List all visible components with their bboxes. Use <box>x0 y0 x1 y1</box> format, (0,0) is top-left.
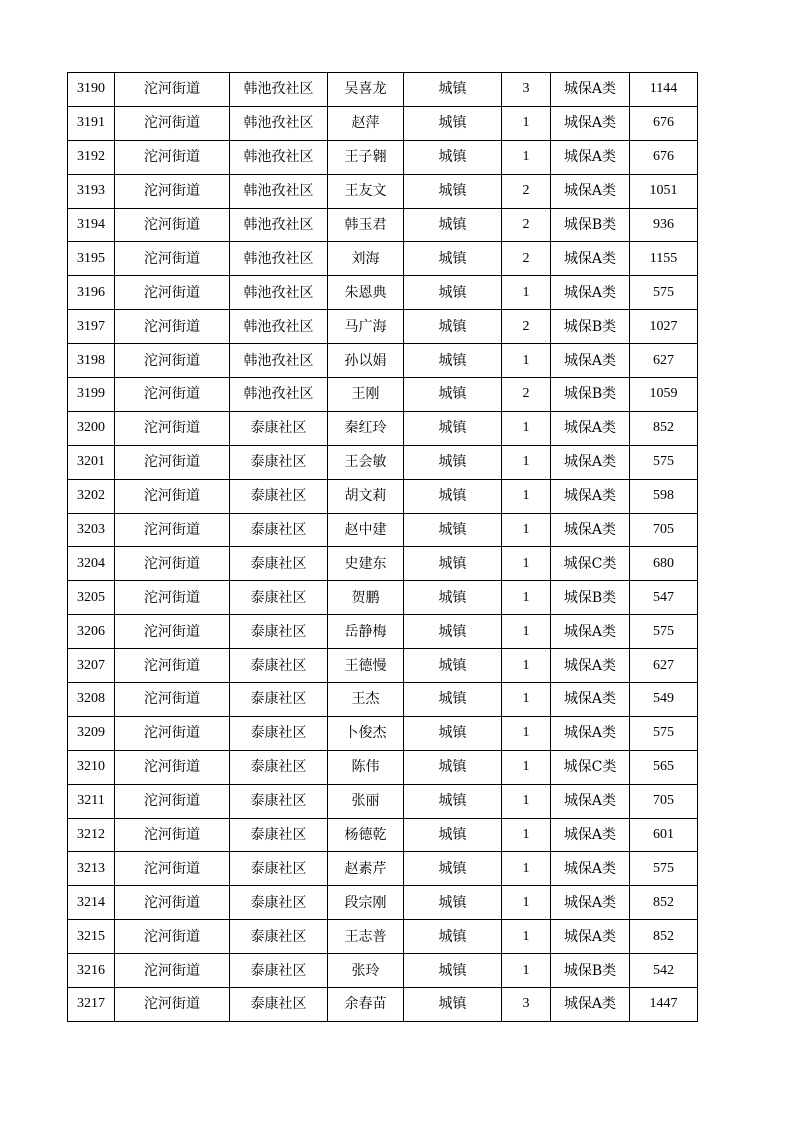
cell-amount: 852 <box>630 886 698 920</box>
cell-community: 韩池孜社区 <box>230 73 328 107</box>
cell-amount: 1059 <box>630 378 698 412</box>
cell-amount: 598 <box>630 479 698 513</box>
cell-community: 泰康社区 <box>230 649 328 683</box>
cell-name: 孙以娟 <box>328 344 404 378</box>
cell-amount: 705 <box>630 784 698 818</box>
cell-id: 3192 <box>68 140 115 174</box>
cell-area: 城镇 <box>404 649 502 683</box>
cell-count: 1 <box>502 479 551 513</box>
table-row <box>68 716 698 750</box>
cell-category: 城保A类 <box>551 344 630 378</box>
cell-id: 3191 <box>68 106 115 140</box>
cell-count: 3 <box>502 988 551 1022</box>
cell-amount: 575 <box>630 615 698 649</box>
cell-amount: 1447 <box>630 988 698 1022</box>
cell-street: 沱河街道 <box>115 479 230 513</box>
cell-area: 城镇 <box>404 547 502 581</box>
cell-amount: 676 <box>630 140 698 174</box>
cell-area: 城镇 <box>404 378 502 412</box>
cell-street: 沱河街道 <box>115 784 230 818</box>
cell-count: 1 <box>502 513 551 547</box>
cell-street: 沱河街道 <box>115 513 230 547</box>
cell-area: 城镇 <box>404 920 502 954</box>
cell-id: 3200 <box>68 411 115 445</box>
cell-count: 1 <box>502 649 551 683</box>
cell-amount: 1155 <box>630 242 698 276</box>
cell-count: 1 <box>502 106 551 140</box>
cell-category: 城保A类 <box>551 445 630 479</box>
cell-id: 3216 <box>68 954 115 988</box>
cell-category: 城保B类 <box>551 378 630 412</box>
table-row <box>68 852 698 886</box>
cell-area: 城镇 <box>404 581 502 615</box>
cell-id: 3193 <box>68 174 115 208</box>
cell-category: 城保C类 <box>551 547 630 581</box>
cell-street: 沱河街道 <box>115 276 230 310</box>
cell-community: 泰康社区 <box>230 411 328 445</box>
cell-id: 3195 <box>68 242 115 276</box>
cell-id: 3213 <box>68 852 115 886</box>
cell-amount: 852 <box>630 411 698 445</box>
roster-table <box>67 72 698 1022</box>
cell-category: 城保C类 <box>551 750 630 784</box>
cell-street: 沱河街道 <box>115 73 230 107</box>
cell-street: 沱河街道 <box>115 106 230 140</box>
cell-category: 城保A类 <box>551 683 630 717</box>
cell-community: 泰康社区 <box>230 784 328 818</box>
table-row <box>68 750 698 784</box>
cell-category: 城保A类 <box>551 411 630 445</box>
cell-name: 赵素芹 <box>328 852 404 886</box>
cell-name: 王德慢 <box>328 649 404 683</box>
cell-name: 贺鹏 <box>328 581 404 615</box>
cell-id: 3196 <box>68 276 115 310</box>
cell-community: 韩池孜社区 <box>230 174 328 208</box>
cell-id: 3203 <box>68 513 115 547</box>
cell-community: 泰康社区 <box>230 852 328 886</box>
cell-area: 城镇 <box>404 750 502 784</box>
cell-community: 泰康社区 <box>230 513 328 547</box>
cell-id: 3210 <box>68 750 115 784</box>
cell-amount: 1027 <box>630 310 698 344</box>
cell-street: 沱河街道 <box>115 378 230 412</box>
cell-count: 2 <box>502 174 551 208</box>
cell-street: 沱河街道 <box>115 310 230 344</box>
table-row <box>68 106 698 140</box>
cell-id: 3212 <box>68 818 115 852</box>
table-row <box>68 920 698 954</box>
cell-community: 韩池孜社区 <box>230 378 328 412</box>
cell-count: 1 <box>502 445 551 479</box>
cell-community: 韩池孜社区 <box>230 310 328 344</box>
cell-area: 城镇 <box>404 852 502 886</box>
cell-category: 城保A类 <box>551 479 630 513</box>
cell-count: 1 <box>502 784 551 818</box>
table-row <box>68 954 698 988</box>
cell-name: 杨德乾 <box>328 818 404 852</box>
cell-community: 泰康社区 <box>230 818 328 852</box>
cell-area: 城镇 <box>404 988 502 1022</box>
cell-community: 泰康社区 <box>230 716 328 750</box>
cell-street: 沱河街道 <box>115 954 230 988</box>
cell-community: 韩池孜社区 <box>230 208 328 242</box>
cell-category: 城保A类 <box>551 649 630 683</box>
cell-street: 沱河街道 <box>115 886 230 920</box>
cell-amount: 547 <box>630 581 698 615</box>
cell-amount: 627 <box>630 344 698 378</box>
cell-amount: 676 <box>630 106 698 140</box>
cell-count: 1 <box>502 140 551 174</box>
cell-category: 城保A类 <box>551 886 630 920</box>
cell-community: 韩池孜社区 <box>230 276 328 310</box>
cell-name: 赵中建 <box>328 513 404 547</box>
cell-name: 张丽 <box>328 784 404 818</box>
table-row <box>68 649 698 683</box>
cell-count: 3 <box>502 73 551 107</box>
table-row <box>68 479 698 513</box>
cell-community: 泰康社区 <box>230 954 328 988</box>
cell-name: 王志普 <box>328 920 404 954</box>
cell-community: 泰康社区 <box>230 886 328 920</box>
cell-street: 沱河街道 <box>115 208 230 242</box>
cell-area: 城镇 <box>404 73 502 107</box>
table-row <box>68 140 698 174</box>
cell-community: 泰康社区 <box>230 581 328 615</box>
cell-name: 岳静梅 <box>328 615 404 649</box>
cell-area: 城镇 <box>404 615 502 649</box>
cell-street: 沱河街道 <box>115 581 230 615</box>
cell-area: 城镇 <box>404 140 502 174</box>
cell-id: 3209 <box>68 716 115 750</box>
cell-category: 城保A类 <box>551 106 630 140</box>
cell-area: 城镇 <box>404 818 502 852</box>
cell-area: 城镇 <box>404 242 502 276</box>
cell-area: 城镇 <box>404 886 502 920</box>
cell-street: 沱河街道 <box>115 547 230 581</box>
cell-amount: 680 <box>630 547 698 581</box>
cell-name: 马广海 <box>328 310 404 344</box>
cell-id: 3204 <box>68 547 115 581</box>
cell-area: 城镇 <box>404 310 502 344</box>
table-row <box>68 208 698 242</box>
cell-area: 城镇 <box>404 411 502 445</box>
cell-count: 2 <box>502 310 551 344</box>
cell-name: 陈伟 <box>328 750 404 784</box>
cell-category: 城保B类 <box>551 954 630 988</box>
cell-street: 沱河街道 <box>115 344 230 378</box>
cell-id: 3199 <box>68 378 115 412</box>
cell-category: 城保A类 <box>551 73 630 107</box>
cell-category: 城保A类 <box>551 818 630 852</box>
cell-name: 王会敏 <box>328 445 404 479</box>
cell-category: 城保A类 <box>551 988 630 1022</box>
cell-area: 城镇 <box>404 683 502 717</box>
cell-area: 城镇 <box>404 276 502 310</box>
cell-amount: 575 <box>630 716 698 750</box>
cell-amount: 705 <box>630 513 698 547</box>
cell-community: 韩池孜社区 <box>230 140 328 174</box>
cell-community: 泰康社区 <box>230 920 328 954</box>
cell-count: 1 <box>502 615 551 649</box>
cell-street: 沱河街道 <box>115 242 230 276</box>
cell-street: 沱河街道 <box>115 920 230 954</box>
cell-id: 3208 <box>68 683 115 717</box>
cell-id: 3197 <box>68 310 115 344</box>
cell-community: 韩池孜社区 <box>230 106 328 140</box>
cell-category: 城保A类 <box>551 174 630 208</box>
cell-street: 沱河街道 <box>115 411 230 445</box>
cell-street: 沱河街道 <box>115 649 230 683</box>
cell-id: 3215 <box>68 920 115 954</box>
cell-id: 3201 <box>68 445 115 479</box>
cell-street: 沱河街道 <box>115 988 230 1022</box>
table-row <box>68 581 698 615</box>
table-row <box>68 276 698 310</box>
cell-id: 3207 <box>68 649 115 683</box>
cell-name: 卜俊杰 <box>328 716 404 750</box>
cell-name: 张玲 <box>328 954 404 988</box>
cell-id: 3194 <box>68 208 115 242</box>
cell-category: 城保A类 <box>551 615 630 649</box>
table-row <box>68 513 698 547</box>
cell-area: 城镇 <box>404 954 502 988</box>
cell-area: 城镇 <box>404 784 502 818</box>
cell-count: 1 <box>502 852 551 886</box>
cell-community: 泰康社区 <box>230 988 328 1022</box>
cell-area: 城镇 <box>404 479 502 513</box>
table-row <box>68 818 698 852</box>
cell-category: 城保A类 <box>551 513 630 547</box>
cell-count: 1 <box>502 276 551 310</box>
table-row <box>68 683 698 717</box>
cell-name: 吴喜龙 <box>328 73 404 107</box>
cell-amount: 575 <box>630 445 698 479</box>
table-row <box>68 73 698 107</box>
cell-count: 1 <box>502 818 551 852</box>
table-row <box>68 784 698 818</box>
cell-amount: 575 <box>630 276 698 310</box>
table-row <box>68 174 698 208</box>
cell-category: 城保A类 <box>551 852 630 886</box>
cell-community: 泰康社区 <box>230 683 328 717</box>
cell-street: 沱河街道 <box>115 852 230 886</box>
table-row <box>68 344 698 378</box>
cell-name: 王刚 <box>328 378 404 412</box>
cell-name: 王子翱 <box>328 140 404 174</box>
cell-amount: 936 <box>630 208 698 242</box>
cell-street: 沱河街道 <box>115 716 230 750</box>
cell-amount: 1051 <box>630 174 698 208</box>
cell-street: 沱河街道 <box>115 818 230 852</box>
cell-count: 2 <box>502 208 551 242</box>
cell-id: 3205 <box>68 581 115 615</box>
cell-count: 1 <box>502 683 551 717</box>
cell-area: 城镇 <box>404 445 502 479</box>
table-row <box>68 547 698 581</box>
cell-name: 刘海 <box>328 242 404 276</box>
cell-amount: 852 <box>630 920 698 954</box>
cell-name: 王友文 <box>328 174 404 208</box>
cell-amount: 565 <box>630 750 698 784</box>
cell-street: 沱河街道 <box>115 140 230 174</box>
cell-street: 沱河街道 <box>115 683 230 717</box>
cell-name: 胡文莉 <box>328 479 404 513</box>
cell-name: 王杰 <box>328 683 404 717</box>
table-row <box>68 378 698 412</box>
cell-count: 2 <box>502 378 551 412</box>
cell-amount: 627 <box>630 649 698 683</box>
cell-area: 城镇 <box>404 208 502 242</box>
cell-count: 1 <box>502 920 551 954</box>
cell-name: 史建东 <box>328 547 404 581</box>
table-row <box>68 310 698 344</box>
cell-area: 城镇 <box>404 344 502 378</box>
cell-community: 泰康社区 <box>230 445 328 479</box>
cell-count: 2 <box>502 242 551 276</box>
cell-community: 韩池孜社区 <box>230 242 328 276</box>
cell-name: 朱恩典 <box>328 276 404 310</box>
cell-category: 城保B类 <box>551 208 630 242</box>
cell-amount: 601 <box>630 818 698 852</box>
cell-name: 段宗刚 <box>328 886 404 920</box>
cell-community: 泰康社区 <box>230 750 328 784</box>
cell-category: 城保B类 <box>551 581 630 615</box>
cell-category: 城保A类 <box>551 920 630 954</box>
cell-street: 沱河街道 <box>115 615 230 649</box>
cell-count: 1 <box>502 716 551 750</box>
cell-amount: 1144 <box>630 73 698 107</box>
cell-area: 城镇 <box>404 174 502 208</box>
cell-community: 泰康社区 <box>230 615 328 649</box>
cell-count: 1 <box>502 886 551 920</box>
cell-amount: 575 <box>630 852 698 886</box>
cell-id: 3202 <box>68 479 115 513</box>
table-row <box>68 886 698 920</box>
cell-id: 3206 <box>68 615 115 649</box>
cell-community: 韩池孜社区 <box>230 344 328 378</box>
cell-count: 1 <box>502 547 551 581</box>
roster-body <box>68 73 698 1022</box>
table-row <box>68 988 698 1022</box>
cell-category: 城保A类 <box>551 784 630 818</box>
cell-amount: 549 <box>630 683 698 717</box>
cell-category: 城保A类 <box>551 242 630 276</box>
table-row <box>68 615 698 649</box>
table-row <box>68 411 698 445</box>
cell-name: 秦红玲 <box>328 411 404 445</box>
cell-count: 1 <box>502 581 551 615</box>
cell-name: 赵萍 <box>328 106 404 140</box>
cell-amount: 542 <box>630 954 698 988</box>
cell-count: 1 <box>502 344 551 378</box>
table-row <box>68 242 698 276</box>
cell-street: 沱河街道 <box>115 445 230 479</box>
cell-category: 城保A类 <box>551 276 630 310</box>
cell-area: 城镇 <box>404 716 502 750</box>
cell-category: 城保A类 <box>551 716 630 750</box>
cell-area: 城镇 <box>404 513 502 547</box>
cell-id: 3198 <box>68 344 115 378</box>
cell-count: 1 <box>502 954 551 988</box>
cell-street: 沱河街道 <box>115 750 230 784</box>
table-row <box>68 445 698 479</box>
cell-count: 1 <box>502 411 551 445</box>
cell-area: 城镇 <box>404 106 502 140</box>
cell-category: 城保A类 <box>551 140 630 174</box>
cell-id: 3211 <box>68 784 115 818</box>
cell-id: 3190 <box>68 73 115 107</box>
cell-id: 3217 <box>68 988 115 1022</box>
cell-community: 泰康社区 <box>230 479 328 513</box>
cell-name: 余春苗 <box>328 988 404 1022</box>
cell-count: 1 <box>502 750 551 784</box>
cell-community: 泰康社区 <box>230 547 328 581</box>
cell-category: 城保B类 <box>551 310 630 344</box>
cell-street: 沱河街道 <box>115 174 230 208</box>
cell-name: 韩玉君 <box>328 208 404 242</box>
cell-id: 3214 <box>68 886 115 920</box>
